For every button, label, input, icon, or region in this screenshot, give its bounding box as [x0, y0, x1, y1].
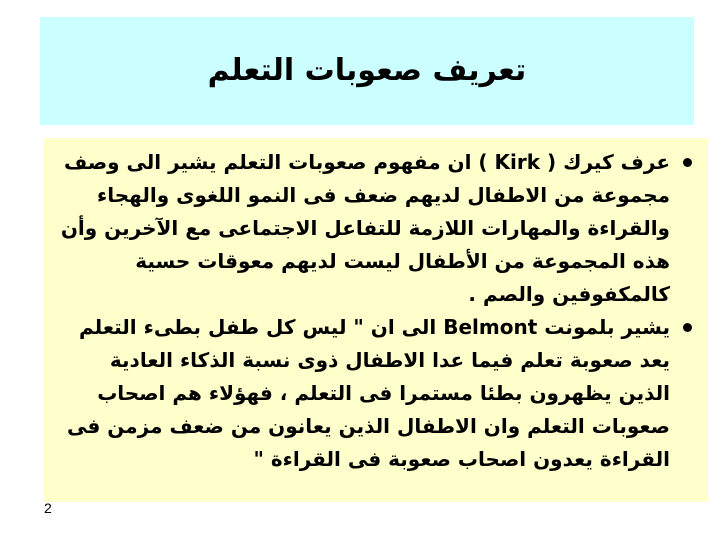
- bullet-text-belmont: يشير بلمونت Belmont الى ان " ليس كل طفل بطىء التعلم يعد صعوبة تعلم فيما عدا الاطفال ذوى نسبة الذكاء العادية الذين يظهرون بطئا مستمرا فى التعلم ، فهؤلاء هم اصحاب صعوبات التعلم وان الاطفال الذين يعانون من ضعف مزمن فى القراءة يعدون اصحاب صعوبة فى القراءة ": [66, 315, 670, 471]
- slide-title-bar: [40, 17, 694, 125]
- slide-number: 2: [44, 500, 52, 516]
- bullet-text-kirk: عرف كيرك ( Kirk ) ان مفهوم صعوبات التعلم يشير الى وصف مجموعة من الاطفال لديهم ضعف فى النمو اللغوى والهجاء والقراءة والمهارات اللازمة للتفاعل الاجتماعى مع الآخرين وأن هذه المجموعة من الأطفال ليست لديهم معوقات حسية كالمكفوفين والصم .: [60, 150, 670, 306]
- slide-content-box: [44, 138, 708, 502]
- bullet-dot-icon: [683, 323, 692, 332]
- slide-title: تعريف صعوبات التعلم: [207, 53, 527, 88]
- bullet-item-belmont: [54, 311, 696, 476]
- bullet-dot-icon: [683, 158, 692, 167]
- bullet-list: [54, 146, 696, 476]
- bullet-item-kirk: [54, 146, 696, 311]
